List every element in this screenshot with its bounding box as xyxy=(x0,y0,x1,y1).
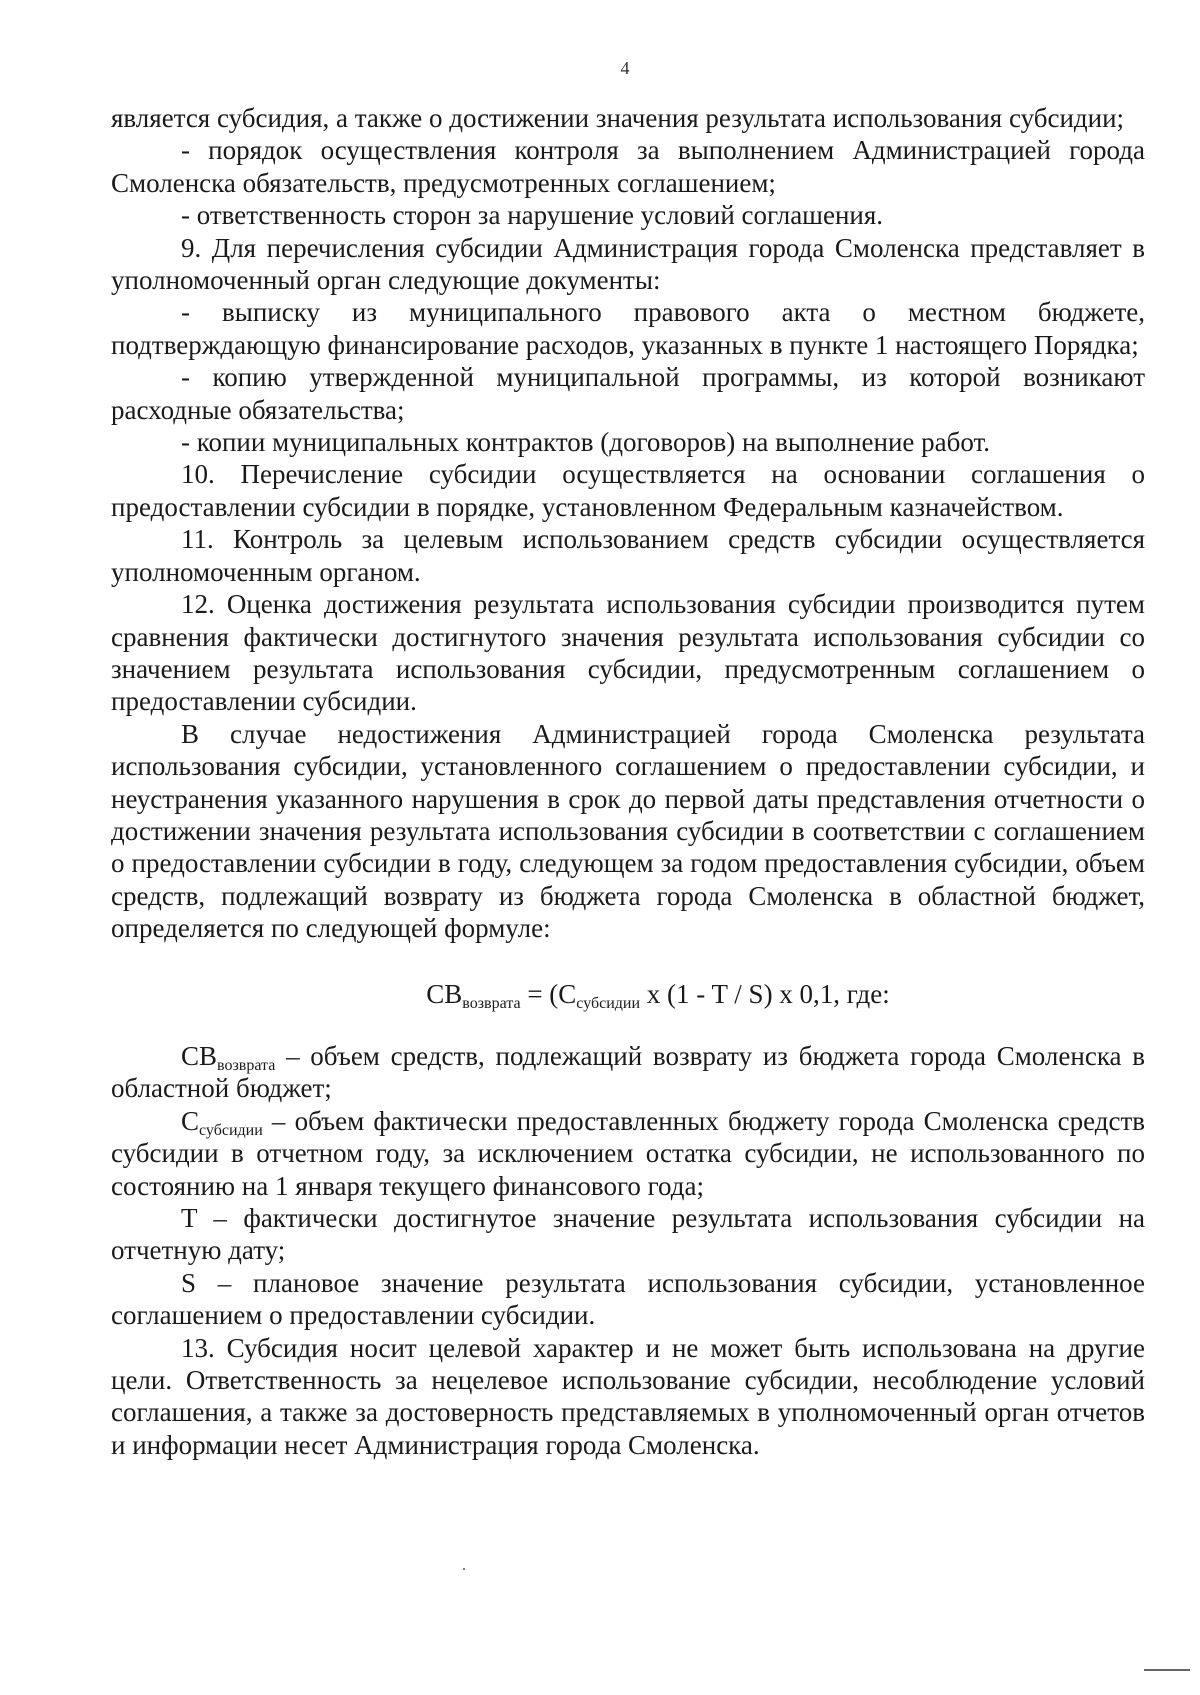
definition-c xyxy=(111,1105,1145,1202)
paragraph: - ответственность сторон за нарушение условий соглашения. xyxy=(181,200,884,231)
formula-c-subscript: субсидии xyxy=(576,994,641,1012)
paragraph: 13. Субсидия носит целевой характер и не может быть использована на другие цели. Ответственность за нецелевое использование субсидии, несоблюдение условий соглашения, а также за достоверность представляемых в уполномоченный орган отчетов и информации несет Администрация города Смоленска. xyxy=(111,1332,1145,1460)
definition-symbol: C xyxy=(181,1105,200,1136)
formula-cv-symbol: CB xyxy=(426,978,463,1009)
paragraph: является субсидия, а также о достижении значения результата использования субсидии; xyxy=(111,103,1125,133)
definition-text: – объем средств, подлежащий возврату из бюджета города Смоленска в областной бюджет; xyxy=(111,1040,1145,1104)
paragraph: 12. Оценка достижения результата использования субсидии производится путем сравнения фактически достигнутого значения результата использования субсидии со значением результата использования субсидии, предусмотренным соглашением о предоставлении субсидии. xyxy=(111,589,1145,717)
definition-subscript: возврата xyxy=(217,1056,276,1074)
corner-line xyxy=(1144,1669,1190,1671)
formula-cv-subscript: возврата xyxy=(462,994,521,1012)
definition-text: – объем фактически предоставленных бюджету города Смоленска средств субсидии в отчетном году, за исключением остатка субсидии, не использованного по состоянию на 1 января текущего финансового года; xyxy=(111,1105,1145,1201)
definition-symbol: CB xyxy=(181,1040,218,1071)
paragraph: 10. Перечисление субсидии осуществляется на основании соглашения о предоставлении субсидии в порядке, установленном Федеральным казначейством. xyxy=(111,459,1145,522)
paragraph: 11. Контроль за целевым использованием средств субсидии осуществляется уполномоченным органом. xyxy=(111,524,1145,587)
page-number: 4 xyxy=(620,58,630,78)
paragraph: 9. Для перечисления субсидии Администрация города Смоленска представляет в уполномоченный орган следующие документы: xyxy=(111,232,1145,296)
formula xyxy=(111,978,1145,1010)
definition-s: S – плановое значение результата использования субсидии, установленное соглашением о предоставлении субсидии. xyxy=(111,1267,1145,1331)
definition-subscript: субсидии xyxy=(199,1121,263,1139)
definition-t: T – фактически достигнутое значение результата использования субсидии на отчетную дату; xyxy=(111,1203,1145,1266)
paragraph: - копии муниципальных контрактов (договоров) на выполнение работ. xyxy=(181,427,991,458)
paragraph: - выписку из муниципального правового акта о местном бюджете, подтверждающую финансирование расходов, указанных в пункте 1 настоящего Порядка; xyxy=(111,297,1145,360)
paragraph: - порядок осуществления контроля за выполнением Администрацией города Смоленска обязательств, предусмотренных соглашением; xyxy=(111,135,1145,198)
paragraph: - копию утвержденной муниципальной программы, из которой возникают расходные обязательства; xyxy=(111,362,1145,425)
formula-equals-open: = (C xyxy=(520,978,577,1009)
scan-dot xyxy=(463,1568,465,1570)
definition-cv xyxy=(111,1040,1145,1105)
document-body xyxy=(111,102,1145,1461)
paragraph: В случае недостижения Администрацией города Смоленска результата использования субсидии, установленного соглашением о предоставлении субсидии, и неустранения указанного нарушения в срок до первой даты представления отчетности о достижении значения результата использования субсидии в соответствии с соглашением о предоставлении субсидии в году, следующем за годом предоставления субсидии, объем средств, подлежащий возврату из бюджета города Смоленска в областной бюджет, определяется по следующей формуле: xyxy=(111,718,1145,944)
formula-rest: x (1 - T / S) x 0,1, где: xyxy=(640,978,890,1009)
